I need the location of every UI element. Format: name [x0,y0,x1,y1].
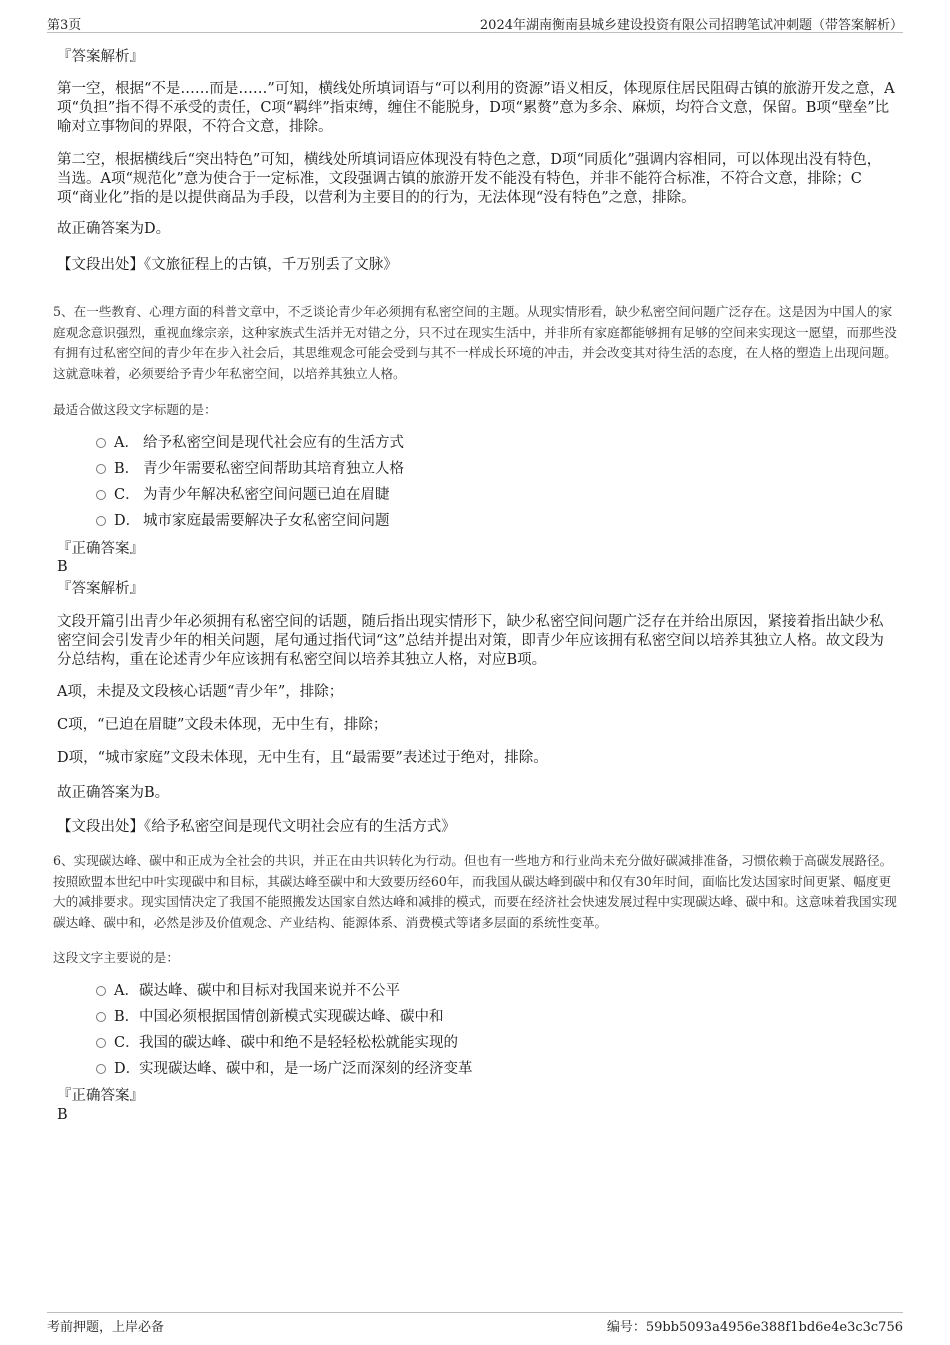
option-text: 碳达峰、碳中和目标对我国来说并不公平 [139,983,400,999]
option-text: 给予私密空间是现代社会应有的生活方式 [143,435,404,451]
q6-answer: B [57,1107,68,1123]
q5-stem: 5、在一些教育、心理方面的科普文章中，不乏谈论青少年必须拥有私密空间的主题。从现实情形看，缺少私密空间问题广泛存在。这是因为中国人的家庭观念意识强烈，重视血缘宗亲，这种家族式生活并无对错之分，只不过在现实生活中，并非所有家庭都能够拥有足够的空间来实现这一愿望，而那些没有拥有过私密空间的青少年在步入社会后，其思维观念可能会受到与其不一样成长环境的冲击，并会改变其对待生活的态度，在人格的塑造上出现问题。这就意味着，必须要给予青少年私密空间，以培养其独立人格。 [53,304,897,381]
q4-conclusion: 故正确答案为D。 [57,221,171,237]
q5-conclusion: 故正确答案为B。 [57,785,170,801]
option-text: 我国的碳达峰、碳中和绝不是轻轻松松就能实现的 [139,1035,458,1051]
radio-icon[interactable] [96,1038,106,1048]
radio-icon[interactable] [96,490,106,500]
radio-icon[interactable] [96,1012,106,1022]
q5-answer-label: 『正确答案』 [57,541,144,557]
q6-option-d[interactable]: D．实现碳达峰、碳中和，是一场广泛而深刻的经济变革 [96,1059,473,1079]
q5-analysis-paragraph-3: C项，“已迫在眉睫”文段未体现，无中生有，排除； [57,717,388,733]
radio-icon[interactable] [96,438,106,448]
q5-ask: 最适合做这段文字标题的是： [53,402,217,417]
page-footer [47,1312,903,1335]
q5-source: 【文段出处】《给予私密空间是现代文明社会应有的生活方式》 [57,819,456,835]
q6-option-a[interactable]: A．碳达峰、碳中和目标对我国来说并不公平 [96,981,400,1001]
q6-answer-label: 『正确答案』 [57,1088,144,1104]
document-title: 2024年湖南衡南县城乡建设投资有限公司招聘笔试冲刺题（带答案解析） [479,18,903,33]
q4-analysis-label: 『答案解析』 [57,49,144,65]
q4-analysis-paragraph-2: 第二空，根据横线后“突出特色”可知，横线处所填词语应体现没有特色之意，D项“同质化”强调内容相同，可以体现出没有特色，当选。A项“规范化”意为使合于一定标准，文段强调古镇的旅游开发不能没有特色，并非不能符合标准，不符合文意，排除；C项“商业化”指的是以提供商品为手段，以营利为主要目的的行为，无法体现“没有特色”之意，排除。 [57,152,882,206]
option-text: 实现碳达峰、碳中和，是一场广泛而深刻的经济变革 [139,1061,473,1077]
q4-analysis-paragraph-1: 第一空，根据“不是……而是……”可知，横线处所填词语与“可以利用的资源”语义相反，体现原住居民阻碍古镇的旅游开发之意，A项“负担”指不得不承受的责任，C项“羁绊”指束缚，缠住不能脱身，D项“累赘”意为多余、麻烦，均符合文意，保留。B项“壁垒”比喻对立事物间的界限，不符合文意，排除。 [57,81,895,135]
q5-analysis-label: 『答案解析』 [57,581,144,597]
q5-analysis-paragraph-4: D项，“城市家庭”文段未体现，无中生有，且“最需要”表述过于绝对，排除。 [57,750,548,766]
q6-ask: 这段文字主要说的是： [53,950,179,965]
radio-icon[interactable] [96,1064,106,1074]
q6-option-c[interactable]: C．我国的碳达峰、碳中和绝不是轻轻松松就能实现的 [96,1033,458,1053]
q5-answer: B [57,559,68,575]
q5-analysis-paragraph-2: A项，未提及文段核心话题“青少年”，排除； [57,684,344,700]
option-text: 中国必须根据国情创新模式实现碳达峰、碳中和 [139,1009,444,1025]
option-text: 为青少年解决私密空间问题已迫在眉睫 [143,487,390,503]
document-code: 编号：59bb5093a4956e388f1bd6e4e3c3c756 [606,1320,903,1335]
q5-option-b[interactable]: B． 青少年需要私密空间帮助其培育独立人格 [96,459,404,479]
page-header [47,12,903,33]
q6-option-b[interactable]: B．中国必须根据国情创新模式实现碳达峰、碳中和 [96,1007,444,1027]
q5-analysis-paragraph-1: 文段开篇引出青少年必须拥有私密空间的话题，随后指出现实情形下，缺少私密空间问题广泛存在并给出原因，紧接着指出缺少私密空间会引发青少年的相关问题，尾句通过指代词“这”总结并提出对策，即青少年应该拥有私密空间以培养其独立人格。故文段为分总结构，重在论述青少年应该拥有私密空间以培养其独立人格，对应B项。 [57,614,884,668]
footer-slogan: 考前押题，上岸必备 [47,1320,165,1335]
option-text: 青少年需要私密空间帮助其培育独立人格 [143,461,404,477]
option-text: 城市家庭最需要解决子女私密空间问题 [143,513,390,529]
q5-option-d[interactable]: D． 城市家庭最需要解决子女私密空间问题 [96,511,390,531]
page-number: 第3页 [47,18,82,33]
q5-option-c[interactable]: C． 为青少年解决私密空间问题已迫在眉睫 [96,485,390,505]
radio-icon[interactable] [96,464,106,474]
radio-icon[interactable] [96,986,106,996]
q6-stem: 6、实现碳达峰、碳中和正成为全社会的共识，并正在由共识转化为行动。但也有一些地方和行业尚未充分做好碳减排准备，习惯依赖于高碳发展路径。按照欧盟本世纪中叶实现碳中和目标，其碳达峰至碳中和大致要历经60年，而我国从碳达峰到碳中和仅有30年时间，面临比发达国家时间更紧、幅度更大的减排要求。现实国情决定了我国不能照搬发达国家自然达峰和减排的模式，而要在经济社会快速发展过程中实现碳达峰、碳中和。这意味着我国实现碳达峰、碳中和，必然是涉及价值观念、产业结构、能源体系、消费模式等诸多层面的系统性变革。 [53,853,897,930]
q4-source: 【文段出处】《文旅征程上的古镇，千万别丢了文脉》 [57,257,398,273]
q5-option-a[interactable]: A． 给予私密空间是现代社会应有的生活方式 [96,433,404,453]
radio-icon[interactable] [96,516,106,526]
